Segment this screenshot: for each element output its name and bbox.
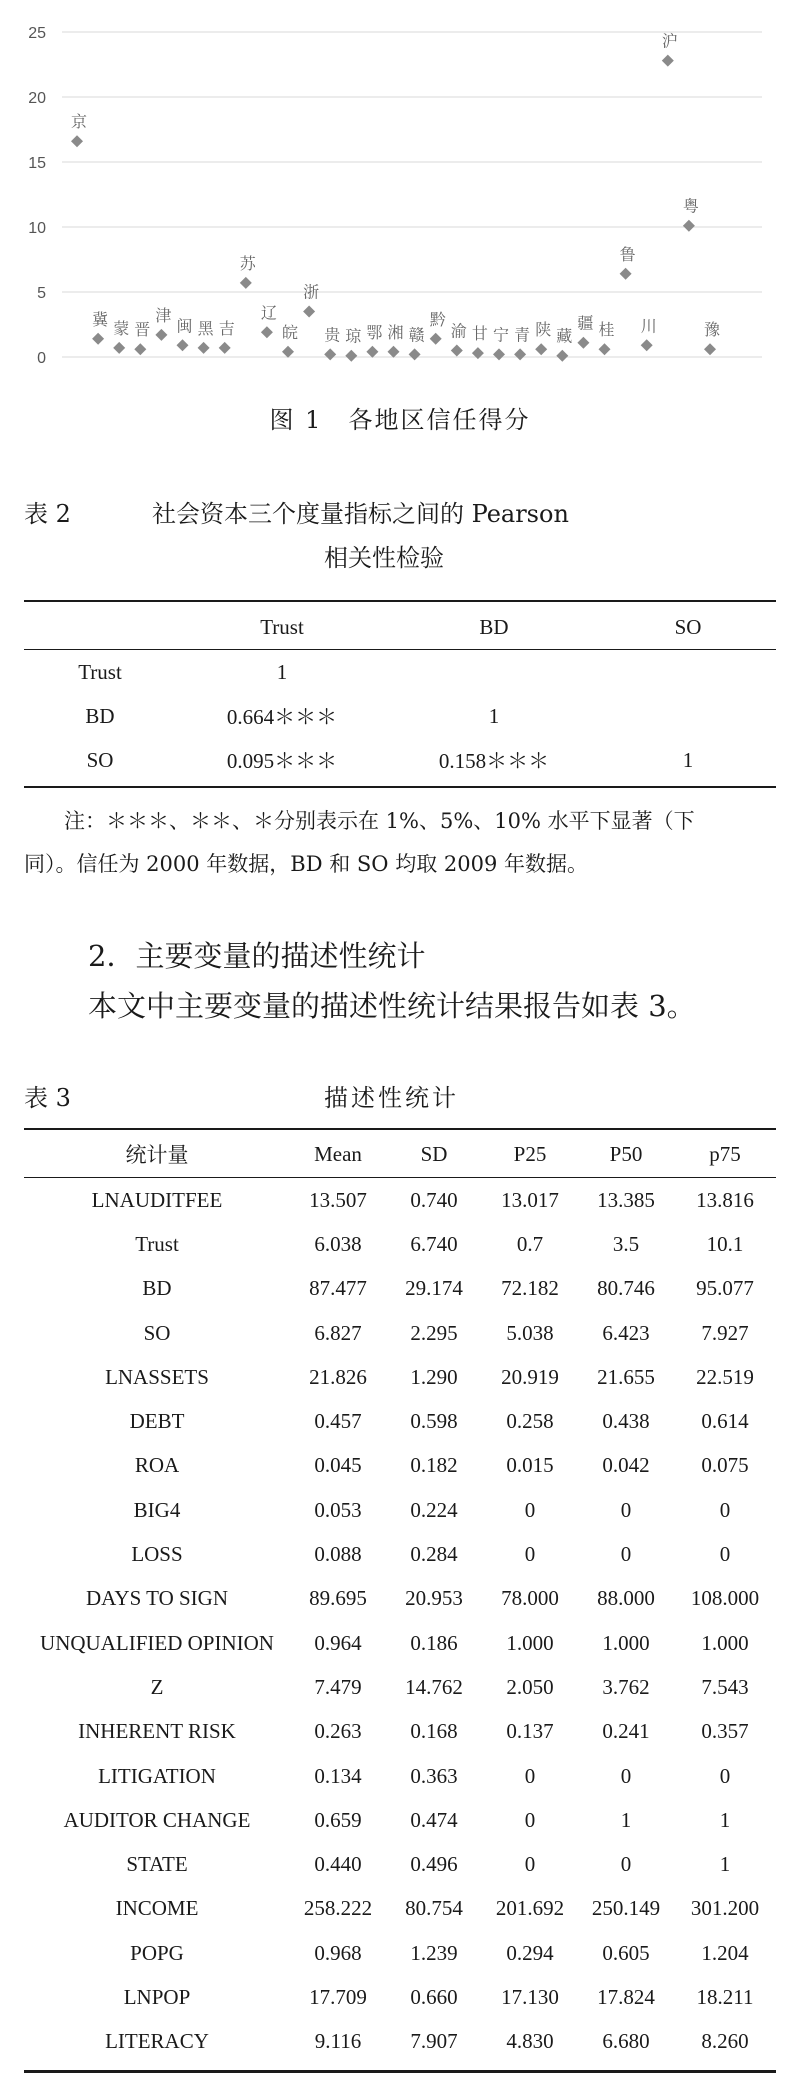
table-cell: 0.357 — [701, 1719, 749, 1744]
table-cell: 258.222 — [303, 1896, 373, 1921]
table-cell: 301.200 — [690, 1896, 760, 1921]
data-point-marker — [683, 220, 695, 232]
data-point-label: 皖 — [281, 322, 299, 342]
table-cell: 13.816 — [696, 1187, 754, 1212]
table-cell: 18.211 — [696, 1984, 754, 2009]
data-point-marker — [556, 350, 568, 362]
table-row — [24, 1311, 776, 1355]
data-point-label: 鲁 — [619, 244, 636, 264]
table-cell: 0 — [620, 1542, 632, 1567]
table-cell: 8.260 — [701, 2029, 749, 2054]
y-tick-label: 15 — [28, 155, 46, 172]
data-point-marker — [599, 343, 611, 355]
table-cell: 0.134 — [314, 1763, 362, 1788]
table-3-header-cell: SD — [420, 1141, 448, 1166]
table-cell: 6.680 — [602, 2029, 650, 2054]
data-point-label: 甘 — [471, 324, 488, 344]
table-3-bottom-rule — [24, 2070, 776, 2073]
table-row — [24, 1267, 776, 1311]
table-cell: 0 — [524, 1807, 536, 1832]
table-cell: 95.077 — [696, 1276, 754, 1301]
table-cell: 0.964 — [314, 1630, 362, 1655]
data-point-marker — [155, 329, 167, 341]
variable-name-cell: POPG — [130, 1940, 184, 1965]
data-point-marker — [620, 268, 632, 280]
table-cell: 80.746 — [597, 1276, 655, 1301]
data-point-label: 津 — [155, 305, 172, 325]
table-cell: 1 — [276, 659, 288, 684]
table-cell: 1 — [719, 1807, 731, 1832]
table-2-header-row — [24, 606, 776, 648]
table-cell: 0.224 — [410, 1497, 458, 1522]
table-3-header-cell: P50 — [609, 1141, 643, 1166]
data-point-marker — [177, 339, 189, 351]
data-point-label: 晋 — [134, 320, 151, 340]
table-cell: 21.655 — [597, 1364, 655, 1389]
data-point-marker — [514, 348, 526, 360]
table-2-caption — [24, 494, 776, 584]
data-point-label: 赣 — [408, 325, 425, 345]
data-point-marker — [409, 348, 421, 360]
y-tick-label: 20 — [28, 90, 46, 107]
table-row — [24, 1399, 776, 1443]
table-cell: 0 — [620, 1497, 632, 1522]
table-cell: 0.015 — [506, 1453, 554, 1478]
table-cell: 20.919 — [501, 1364, 559, 1389]
table-cell: 7.927 — [701, 1320, 749, 1345]
data-point-marker — [324, 348, 336, 360]
table-row — [24, 1710, 776, 1754]
data-point-marker — [366, 346, 378, 358]
data-point-marker — [198, 342, 210, 354]
table-cell: 2.050 — [506, 1674, 554, 1699]
table-3-header-row — [24, 1132, 776, 1176]
table-cell: 0.660 — [410, 1984, 458, 2009]
data-point-label: 黔 — [429, 309, 446, 329]
table-2-correlation — [24, 606, 776, 782]
data-point-label: 湘 — [387, 322, 404, 342]
table-row — [24, 1532, 776, 1576]
table-cell: 0 — [524, 1497, 536, 1522]
variable-name-cell: LOSS — [131, 1542, 183, 1567]
data-point-label: 苏 — [239, 253, 256, 273]
data-point-label: 鄂 — [366, 322, 383, 342]
table-3-header-cell: P25 — [513, 1141, 547, 1166]
table-row — [24, 1444, 776, 1488]
table-cell: 0.095＊＊＊ — [226, 749, 338, 773]
table-row — [24, 1842, 776, 1886]
table-cell: 0.968 — [314, 1940, 362, 1965]
table-cell: 21.826 — [309, 1364, 367, 1389]
data-point-label: 青 — [514, 325, 531, 345]
variable-name-cell: LNASSETS — [105, 1364, 209, 1389]
data-point-marker — [662, 55, 674, 67]
data-point-label: 黑 — [197, 318, 214, 338]
variable-name-cell: INCOME — [115, 1896, 199, 1921]
data-point-label: 辽 — [260, 303, 277, 323]
variable-name-cell: Trust — [135, 1231, 179, 1256]
data-point-label: 陕 — [535, 320, 552, 340]
table-cell: 0 — [620, 1852, 632, 1877]
variable-name-cell: STATE — [126, 1852, 188, 1877]
table-cell: 7.479 — [314, 1674, 362, 1699]
y-tick-label: 10 — [28, 220, 46, 237]
data-point-label: 疆 — [577, 313, 594, 333]
table-cell: 22.519 — [696, 1364, 754, 1389]
table-row — [24, 1931, 776, 1975]
table-cell: 0.042 — [602, 1453, 650, 1478]
y-tick-label: 5 — [37, 285, 46, 302]
table-cell: 1.000 — [701, 1630, 749, 1655]
table-cell: 0 — [524, 1763, 536, 1788]
table-cell: 0 — [524, 1542, 536, 1567]
table-cell: 1 — [682, 747, 694, 772]
table-2-number: 表 2 — [24, 500, 71, 528]
variable-name-cell: DEBT — [129, 1409, 185, 1434]
y-tick-label: 0 — [37, 350, 46, 367]
variable-name-cell: SO — [143, 1320, 171, 1345]
table-row — [24, 1178, 776, 1222]
table-cell: 0.598 — [410, 1409, 458, 1434]
table-cell: 0 — [524, 1852, 536, 1877]
table-2-header-cell — [24, 606, 176, 648]
table-cell: 0.440 — [314, 1852, 362, 1877]
table-cell: SO — [86, 747, 114, 772]
table-cell: 0.137 — [506, 1719, 554, 1744]
table-cell: 0.158＊＊＊ — [438, 749, 550, 773]
table-cell: 0.664＊＊＊ — [226, 705, 338, 729]
data-point-marker — [704, 343, 716, 355]
table-cell: 3.762 — [602, 1674, 650, 1699]
table-row — [24, 1975, 776, 2019]
table-cell: 0 — [719, 1763, 731, 1788]
data-point-marker — [641, 339, 653, 351]
table-cell: 0.659 — [314, 1807, 362, 1832]
table-cell: 0.740 — [410, 1187, 458, 1212]
table-cell: 7.907 — [410, 2029, 458, 2054]
table-row — [24, 1355, 776, 1399]
table-row — [24, 1798, 776, 1842]
variable-name-cell: AUDITOR CHANGE — [63, 1807, 251, 1832]
variable-name-cell: BIG4 — [133, 1497, 181, 1522]
variable-name-cell: INHERENT RISK — [78, 1719, 236, 1744]
table-cell: 17.709 — [309, 1984, 367, 2009]
variable-name-cell: DAYS TO SIGN — [86, 1586, 228, 1611]
table-3-descriptive-stats — [24, 1132, 776, 2064]
table-2-note — [24, 800, 776, 886]
data-point-label: 贵 — [324, 325, 341, 345]
table-cell: 1 — [719, 1852, 731, 1877]
data-point-marker — [261, 326, 273, 338]
table-cell: 87.477 — [309, 1276, 367, 1301]
table-cell: 9.116 — [314, 2029, 362, 2054]
table-3-number: 表 3 — [24, 1084, 71, 1112]
table-cell: 13.507 — [309, 1187, 367, 1212]
data-point-marker — [282, 346, 294, 358]
data-point-label: 京 — [70, 112, 88, 132]
table-3-header-cell: p75 — [709, 1141, 741, 1166]
table-2-header-cell: BD — [479, 614, 509, 639]
data-point-marker — [113, 342, 125, 354]
table-cell: 1 — [620, 1807, 632, 1832]
table-cell: 0.182 — [410, 1453, 458, 1478]
data-point-label: 川 — [640, 316, 657, 336]
table-cell: 0 — [719, 1497, 731, 1522]
data-point-marker — [303, 306, 315, 318]
table-3-caption — [24, 1078, 776, 1114]
table-cell: 6.038 — [314, 1231, 362, 1256]
data-point-label: 藏 — [556, 326, 573, 346]
table-cell: 29.174 — [405, 1276, 463, 1301]
table-2-note-line1: 注：＊＊＊、＊＊、＊分别表示在 1%、5%、10% 水平下显著（下 — [64, 809, 695, 833]
table-cell: 0.363 — [410, 1763, 458, 1788]
data-point-label: 冀 — [92, 309, 109, 329]
table-2-note-line2: 同）。信任为 2000 年数据，BD 和 SO 均取 2009 年数据。 — [24, 852, 588, 876]
table-2-top-rule — [24, 600, 776, 602]
data-point-label: 沪 — [661, 31, 678, 51]
table-cell: 89.695 — [309, 1586, 367, 1611]
section-heading: 2．主要变量的描述性统计 — [88, 939, 426, 973]
table-row — [24, 738, 776, 782]
table-cell — [388, 650, 600, 694]
variable-name-cell: LITERACY — [105, 2029, 209, 2054]
table-cell: 0.088 — [314, 1542, 362, 1567]
table-row — [24, 1488, 776, 1532]
table-cell — [600, 694, 776, 738]
table-2-header-cell: SO — [674, 614, 702, 639]
table-cell: 0.7 — [516, 1231, 544, 1256]
data-point-label: 宁 — [492, 325, 510, 345]
table-row — [24, 1621, 776, 1665]
table-cell: 1.000 — [602, 1630, 650, 1655]
data-point-marker — [577, 337, 589, 349]
data-point-marker — [493, 348, 505, 360]
table-cell: 13.017 — [501, 1187, 559, 1212]
table-cell: Trust — [78, 659, 122, 684]
figure-1-caption: 图 1 各地区信任得分 — [269, 406, 531, 434]
table-cell: 17.130 — [501, 1984, 559, 2009]
table-row — [24, 1754, 776, 1798]
table-cell: 7.543 — [701, 1674, 749, 1699]
table-cell: 4.830 — [506, 2029, 554, 2054]
table-row — [24, 1577, 776, 1621]
data-point-label: 琼 — [345, 326, 362, 346]
data-point-marker — [71, 135, 83, 147]
table-cell: 0.496 — [410, 1852, 458, 1877]
table-cell: 0.168 — [410, 1719, 458, 1744]
table-cell: 1.290 — [410, 1364, 458, 1389]
table-row — [24, 650, 776, 694]
table-cell: 0.075 — [701, 1453, 749, 1478]
table-cell: 6.827 — [314, 1320, 362, 1345]
table-row — [24, 1665, 776, 1709]
variable-name-cell: LNAUDITFEE — [91, 1187, 223, 1212]
table-cell: 0.438 — [602, 1409, 650, 1434]
table-cell: 17.824 — [597, 1984, 655, 2009]
table-2-bottom-rule — [24, 786, 776, 788]
table-cell: 0.284 — [410, 1542, 458, 1567]
data-point-marker — [535, 343, 547, 355]
data-point-label: 蒙 — [113, 318, 130, 338]
table-cell: 0.186 — [410, 1630, 458, 1655]
data-point-label: 渝 — [450, 321, 467, 341]
data-point-marker — [451, 345, 463, 357]
table-cell: 88.000 — [597, 1586, 655, 1611]
variable-name-cell: LITIGATION — [98, 1763, 216, 1788]
data-point-marker — [134, 343, 146, 355]
table-cell: 0.614 — [701, 1409, 749, 1434]
table-cell — [600, 650, 776, 694]
table-cell: 108.000 — [690, 1586, 760, 1611]
table-cell: 0.474 — [410, 1807, 458, 1832]
table-cell: 20.953 — [405, 1586, 463, 1611]
variable-name-cell: Z — [150, 1674, 164, 1699]
table-cell: 10.1 — [706, 1231, 744, 1256]
table-cell: 78.000 — [501, 1586, 559, 1611]
table-cell: 14.762 — [405, 1674, 463, 1699]
table-cell: 0.258 — [506, 1409, 554, 1434]
data-point-label: 吉 — [218, 318, 235, 338]
data-point-label: 浙 — [303, 282, 320, 302]
table-row — [24, 694, 776, 738]
table-cell: 0 — [719, 1542, 731, 1567]
table-cell: 5.038 — [506, 1320, 554, 1345]
variable-name-cell: BD — [142, 1276, 172, 1301]
section-paragraph: 本文中主要变量的描述性统计结果报告如表 3。 — [88, 989, 696, 1023]
table-cell: 6.423 — [602, 1320, 650, 1345]
trust-score-scatter-chart — [0, 0, 800, 372]
table-2-header-cell: Trust — [260, 614, 304, 639]
data-point-label: 豫 — [703, 320, 721, 340]
table-3-top-rule — [24, 1128, 776, 1130]
table-2-title-line1: 社会资本三个度量指标之间的 Pearson — [152, 500, 569, 528]
table-cell: 250.149 — [591, 1896, 661, 1921]
table-cell: 6.740 — [410, 1231, 458, 1256]
variable-name-cell: LNPOP — [123, 1984, 191, 2009]
table-cell: 0.053 — [314, 1497, 362, 1522]
data-point-marker — [240, 277, 252, 289]
y-tick-label: 25 — [28, 25, 46, 42]
table-3-header-cell: Mean — [314, 1141, 362, 1166]
table-cell: 0.045 — [314, 1453, 362, 1478]
table-cell: BD — [85, 703, 115, 728]
table-cell: 201.692 — [495, 1896, 565, 1921]
table-cell: 1 — [488, 703, 500, 728]
table-row — [24, 1887, 776, 1931]
table-cell: 13.385 — [597, 1187, 655, 1212]
table-cell: 0 — [620, 1763, 632, 1788]
table-cell: 80.754 — [405, 1896, 463, 1921]
table-cell: 3.5 — [612, 1231, 640, 1256]
table-3-header-cell: 统计量 — [125, 1143, 189, 1167]
table-row — [24, 1222, 776, 1266]
data-point-marker — [92, 333, 104, 345]
table-row — [24, 2020, 776, 2064]
table-cell: 0.605 — [602, 1940, 650, 1965]
data-point-label: 粤 — [682, 196, 699, 216]
table-cell: 1.239 — [410, 1940, 458, 1965]
table-cell: 0.457 — [314, 1409, 362, 1434]
variable-name-cell: UNQUALIFIED OPINION — [40, 1630, 274, 1655]
variable-name-cell: ROA — [134, 1453, 180, 1478]
data-point-label: 闽 — [176, 316, 193, 336]
table-cell: 0.263 — [314, 1719, 362, 1744]
table-3-title: 描述性统计 — [324, 1084, 459, 1112]
data-point-marker — [430, 333, 442, 345]
table-cell: 0.294 — [506, 1940, 554, 1965]
data-point-label: 桂 — [598, 320, 615, 340]
table-cell: 2.295 — [410, 1320, 458, 1345]
table-2-title-line2: 相关性检验 — [324, 544, 444, 572]
table-cell: 1.000 — [506, 1630, 554, 1655]
table-cell: 72.182 — [501, 1276, 559, 1301]
data-point-marker — [388, 346, 400, 358]
data-point-marker — [219, 342, 231, 354]
table-cell: 0.241 — [602, 1719, 650, 1744]
table-cell: 1.204 — [701, 1940, 749, 1965]
data-point-marker — [345, 350, 357, 362]
